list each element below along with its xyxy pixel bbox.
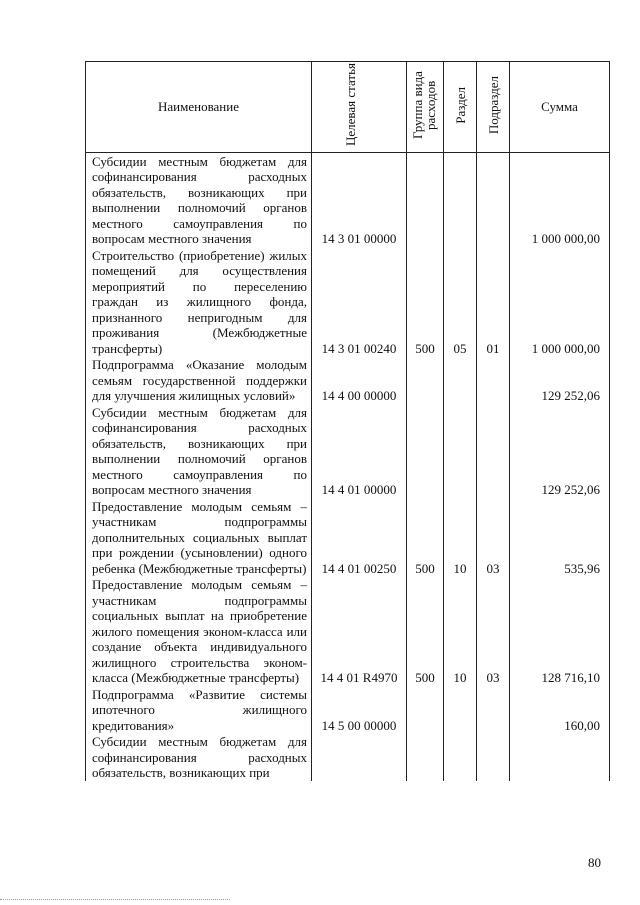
row-target: 14 4 01 00250 bbox=[312, 498, 407, 577]
budget-table bbox=[85, 61, 610, 781]
row-target: 14 3 01 00000 bbox=[312, 152, 407, 247]
row-sum bbox=[510, 733, 610, 781]
row-sum: 535,96 bbox=[510, 498, 610, 577]
row-sum: 160,00 bbox=[510, 686, 610, 734]
table-row bbox=[86, 498, 610, 577]
row-group bbox=[407, 686, 444, 734]
row-group: 500 bbox=[407, 247, 444, 357]
header-subsection bbox=[477, 62, 510, 153]
header-name bbox=[86, 62, 312, 153]
row-name: Предоставление молодым семьям – участникам подпрограммы социальных выплат на приобретение жилого помещения эконом-класса или создание объекта индивидуального жилищного строительства эконом-класса (Межбюджетные трансферты) bbox=[86, 576, 312, 686]
table-row bbox=[86, 152, 610, 247]
row-name: Предоставление молодым семьям – участникам подпрограммы дополнительных социальных выплат при рождении (усыновлении) одного ребенка (Межбюджетные трансферты) bbox=[86, 498, 312, 577]
row-section bbox=[444, 404, 477, 498]
row-section bbox=[444, 686, 477, 734]
row-target: 14 3 01 00240 bbox=[312, 247, 407, 357]
row-section bbox=[444, 356, 477, 404]
row-target: 14 4 00 00000 bbox=[312, 356, 407, 404]
footer-divider bbox=[0, 899, 230, 900]
table-row bbox=[86, 576, 610, 686]
row-section: 10 bbox=[444, 498, 477, 577]
table-row bbox=[86, 247, 610, 357]
row-name: Подпрограмма «Оказание молодым семьям государственной поддержки для улучшения жилищных условий» bbox=[86, 356, 312, 404]
row-sum: 1 000 000,00 bbox=[510, 247, 610, 357]
row-section: 05 bbox=[444, 247, 477, 357]
row-name: Субсидии местным бюджетам для софинансирования расходных обязательств, возникающих при выполнении полномочий органов местного самоуправления по вопросам местного значения bbox=[86, 404, 312, 498]
row-sum: 1 000 000,00 bbox=[510, 152, 610, 247]
row-target: 14 4 01 R4970 bbox=[312, 576, 407, 686]
row-section bbox=[444, 733, 477, 781]
row-group: 500 bbox=[407, 498, 444, 577]
row-group bbox=[407, 404, 444, 498]
header-section bbox=[444, 62, 477, 153]
header-subsection-label: Подраздел bbox=[485, 75, 501, 135]
row-name: Подпрограмма «Развитие системы ипотечного жилищного кредитования» bbox=[86, 686, 312, 734]
row-section: 10 bbox=[444, 576, 477, 686]
row-sum: 128 716,10 bbox=[510, 576, 610, 686]
header-group-label: Группа вида расходов bbox=[410, 71, 438, 139]
row-group: 500 bbox=[407, 576, 444, 686]
table-header bbox=[86, 62, 610, 153]
header-sum-label: Сумма bbox=[541, 99, 578, 114]
header-section-label: Раздел bbox=[452, 86, 468, 124]
row-sum: 129 252,06 bbox=[510, 356, 610, 404]
row-subsection bbox=[477, 356, 510, 404]
row-name: Субсидии местным бюджетам для софинансирования расходных обязательств, возникающих при bbox=[86, 733, 312, 781]
row-section bbox=[444, 152, 477, 247]
table-row bbox=[86, 356, 610, 404]
table-row bbox=[86, 404, 610, 498]
row-subsection: 01 bbox=[477, 247, 510, 357]
table-body bbox=[86, 152, 610, 781]
table-row bbox=[86, 733, 610, 781]
table-row bbox=[86, 686, 610, 734]
row-group bbox=[407, 152, 444, 247]
row-name: Строительство (приобретение) жилых помещений для осуществления мероприятий по переселению граждан из жилищного фонда, признанного непригодным для проживания (Межбюджетные трансферты) bbox=[86, 247, 312, 357]
header-name-label: Наименование bbox=[158, 99, 239, 114]
row-sum: 129 252,06 bbox=[510, 404, 610, 498]
row-subsection bbox=[477, 686, 510, 734]
page-number: 80 bbox=[588, 855, 601, 870]
row-target: 14 5 00 00000 bbox=[312, 686, 407, 734]
header-group bbox=[407, 62, 444, 153]
row-group bbox=[407, 356, 444, 404]
row-target bbox=[312, 733, 407, 781]
row-subsection: 03 bbox=[477, 498, 510, 577]
header-target-label: Целевая статья bbox=[343, 63, 358, 147]
row-name: Субсидии местным бюджетам для софинансирования расходных обязательств, возникающих при выполнении полномочий органов местного самоуправления по вопросам местного значения bbox=[86, 152, 312, 247]
header-sum bbox=[510, 62, 610, 153]
row-target: 14 4 01 00000 bbox=[312, 404, 407, 498]
row-subsection bbox=[477, 404, 510, 498]
row-subsection: 03 bbox=[477, 576, 510, 686]
header-target bbox=[312, 62, 407, 153]
row-subsection bbox=[477, 152, 510, 247]
row-subsection bbox=[477, 733, 510, 781]
row-group bbox=[407, 733, 444, 781]
